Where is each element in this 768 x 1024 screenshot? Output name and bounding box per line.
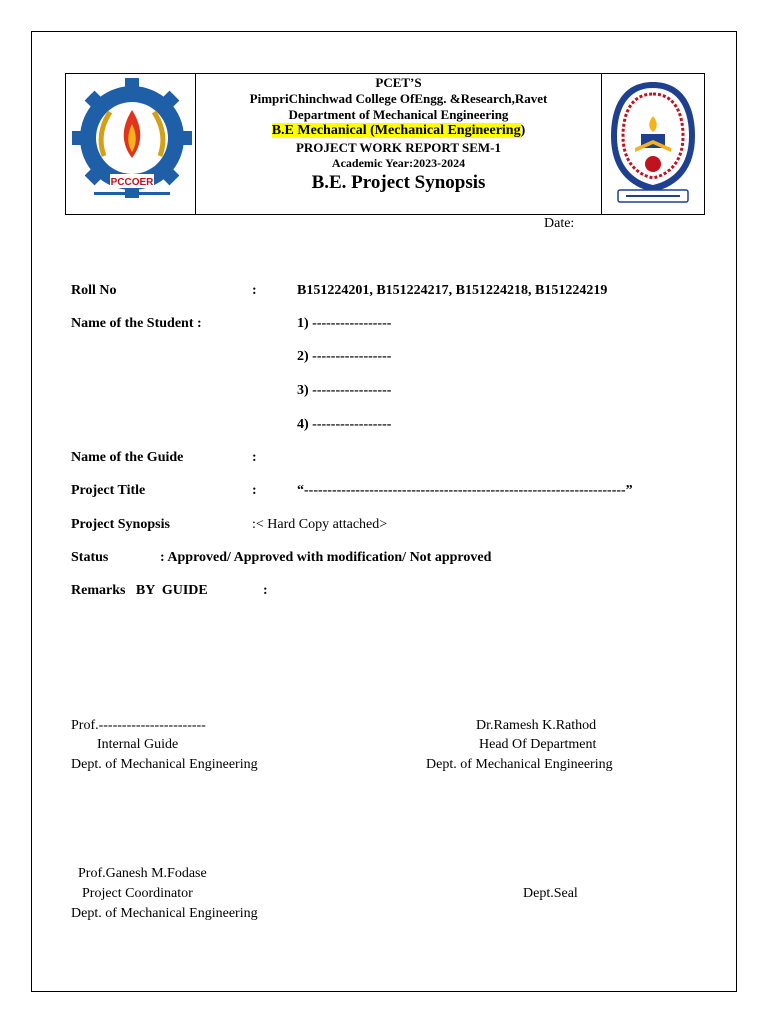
remarks-label: Remarks BY GUIDE — [71, 583, 208, 598]
header-title-synopsis: B.E. Project Synopsis — [311, 172, 486, 193]
header-line-college: PimpriChinchwad College OfEngg. &Research,Ravet — [249, 91, 548, 106]
guide-name-label: Name of the Guide — [71, 450, 184, 465]
roll-no-colon: : — [252, 283, 257, 298]
project-synopsis-value: :< Hard Copy attached> — [252, 517, 388, 532]
header-line-pcet: PCET’S — [375, 75, 422, 90]
guide-name-colon: : — [252, 450, 257, 465]
date-label: Date: — [544, 216, 575, 231]
status-label: Status — [71, 550, 109, 565]
status-value: : Approved/ Approved with modification/ Not approved — [160, 550, 492, 565]
coordinator-dept: Dept. of Mechanical Engineering — [71, 906, 258, 921]
header-line-report: PROJECT WORK REPORT SEM-1 — [295, 140, 502, 155]
internal-guide-role: Internal Guide — [97, 737, 179, 752]
project-title-label: Project Title — [71, 483, 146, 498]
institution-header — [196, 74, 601, 214]
roll-no-value: B151224201, B151224217, B151224218, B151224219 — [297, 283, 608, 298]
internal-guide-dept: Dept. of Mechanical Engineering — [71, 757, 258, 772]
coordinator-role: Project Coordinator — [82, 886, 193, 901]
remarks-colon: : — [263, 583, 268, 598]
student-name-1: 1) ----------------- — [297, 316, 392, 331]
student-name-3: 3) ----------------- — [297, 383, 392, 398]
hod-role: Head Of Department — [479, 737, 597, 752]
highlighted-program: B.E Mechanical (Mechanical Engineering — [271, 123, 521, 138]
logo-right-cell — [601, 74, 704, 214]
coordinator-name: Prof.Ganesh M.Fodase — [78, 866, 207, 881]
project-title-value: “---------------------------------------------------------------------” — [297, 483, 633, 498]
student-name-4: 4) ----------------- — [297, 417, 392, 432]
header-line-program — [196, 123, 601, 139]
project-title-colon: : — [252, 483, 257, 498]
student-name-label: Name of the Student : — [71, 316, 202, 331]
logo-left-text: PCCOER — [110, 177, 154, 188]
hod-dept: Dept. of Mechanical Engineering — [426, 757, 613, 772]
letterhead — [65, 73, 705, 215]
header-line-academic-year: Academic Year:2023-2024 — [331, 156, 466, 170]
student-name-2: 2) ----------------- — [297, 349, 392, 364]
university-seal-icon — [602, 74, 705, 214]
internal-guide-name: Prof.----------------------- — [71, 718, 206, 733]
dept-seal-label: Dept.Seal — [523, 886, 578, 901]
roll-no-label: Roll No — [71, 283, 117, 298]
logo-left-cell — [66, 74, 196, 214]
project-synopsis-label: Project Synopsis — [71, 517, 170, 532]
hod-name: Dr.Ramesh K.Rathod — [476, 718, 597, 733]
pccoer-logo-icon — [66, 74, 196, 214]
header-line-program-tail: ) — [520, 123, 526, 138]
header-line-department: Department of Mechanical Engineering — [288, 107, 509, 122]
